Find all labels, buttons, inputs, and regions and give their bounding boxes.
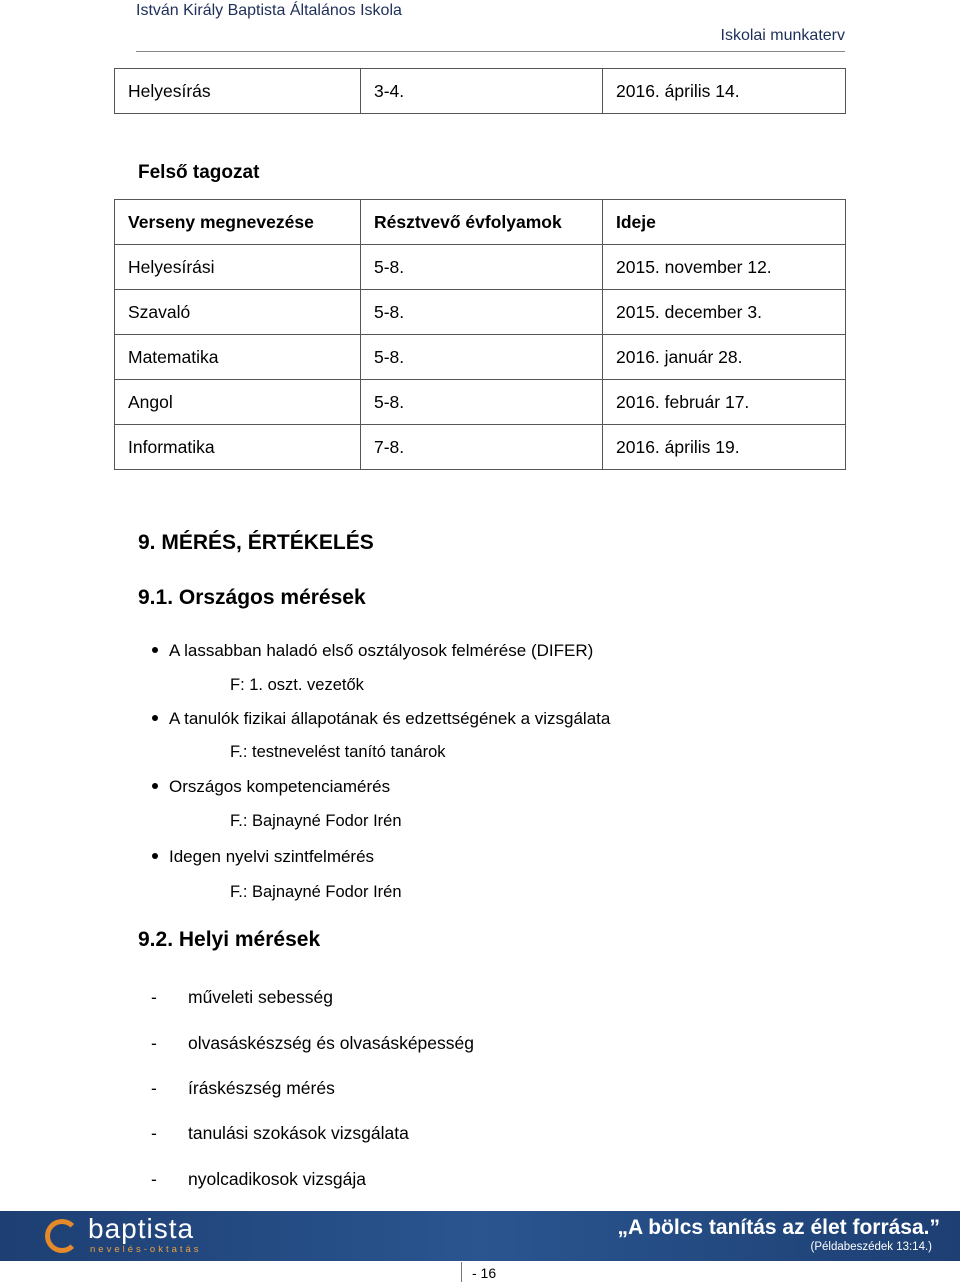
footer-motto: „A bölcs tanítás az élet forrása.” [617,1216,940,1239]
table-row [115,290,846,335]
table-cell: 5-8. [361,380,603,425]
dash-marker: - [151,1123,157,1143]
table-cell: Matematika [115,335,361,380]
table-row [115,245,846,290]
table-row [115,335,846,380]
page-number-divider [461,1262,462,1282]
table-cell: Szavaló [115,290,361,335]
list-item: - műveleti sebesség [151,987,333,1007]
dash-marker: - [151,987,157,1007]
subheading-local-assessments: 9.2. Helyi mérések [138,928,321,951]
table-cell: Helyesírás [115,69,361,114]
baptista-logo-icon [45,1219,79,1253]
list-item: A tanulók fizikai állapotának és edzettségének a vizsgálata [152,709,610,729]
table-row [115,425,846,470]
list-item: Idegen nyelvi szintfelmérés [152,847,374,867]
dash-marker: - [151,1169,157,1189]
table-header-row [115,200,846,245]
header-divider [136,51,845,52]
table-cell: 2016. január 28. [603,335,846,380]
table-cell: 2016. április 19. [603,425,846,470]
list-item: - nyolcadikosok vizsgája [151,1169,367,1189]
header-school-name: István Király Baptista Általános Iskola [136,2,402,19]
lower-grade-table-continuation [114,68,846,114]
page-header [0,0,960,50]
dash-marker: - [151,1078,157,1098]
table-cell: 3-4. [361,69,603,114]
list-item: A lassabban haladó első osztályosok felmérése (DIFER) [152,641,593,661]
subheading-national-assessments: 9.1. Országos mérések [138,586,366,609]
upper-grades-competition-table [114,199,846,470]
list-item: - íráskészség mérés [151,1078,335,1098]
table-cell: 5-8. [361,245,603,290]
responsible-person: F: 1. oszt. vezetők [230,676,364,694]
table-cell: Angol [115,380,361,425]
logo-tagline: nevelés-oktatás [90,1244,202,1255]
list-item: Országos kompetenciamérés [152,777,390,797]
footer-banner [0,1211,960,1261]
column-header: Ideje [603,200,846,245]
responsible-person: F.: Bajnayné Fodor Irén [230,812,402,830]
table-cell: 5-8. [361,335,603,380]
column-header: Verseny megnevezése [115,200,361,245]
table-cell: 7-8. [361,425,603,470]
table-cell: Informatika [115,425,361,470]
table-cell: Helyesírási [115,245,361,290]
list-item: - tanulási szokások vizsgálata [151,1123,409,1143]
footer-motto-reference: (Példabeszédek 13:14.) [810,1241,932,1253]
table-cell: 2015. november 12. [603,245,846,290]
page-number: - 16 [472,1265,497,1281]
header-document-title: Iskolai munkaterv [720,27,845,44]
column-header: Résztvevő évfolyamok [361,200,603,245]
chapter-heading-assessment: 9. MÉRÉS, ÉRTÉKELÉS [138,531,374,554]
table-row [115,69,846,114]
table-cell: 2015. december 3. [603,290,846,335]
dash-marker: - [151,1033,157,1053]
table-row [115,380,846,425]
bullet-icon [152,647,158,653]
table-cell: 2016. február 17. [603,380,846,425]
bullet-icon [152,715,158,721]
bullet-icon [152,853,158,859]
logo-wordmark: baptista [88,1213,195,1244]
section-title-upper-grades: Felső tagozat [138,162,260,183]
responsible-person: F.: Bajnayné Fodor Irén [230,883,402,901]
table-cell: 5-8. [361,290,603,335]
table-cell: 2016. április 14. [603,69,846,114]
list-item: - olvasáskészség és olvasásképesség [151,1033,474,1053]
responsible-person: F.: testnevelést tanító tanárok [230,743,446,761]
bullet-icon [152,783,158,789]
